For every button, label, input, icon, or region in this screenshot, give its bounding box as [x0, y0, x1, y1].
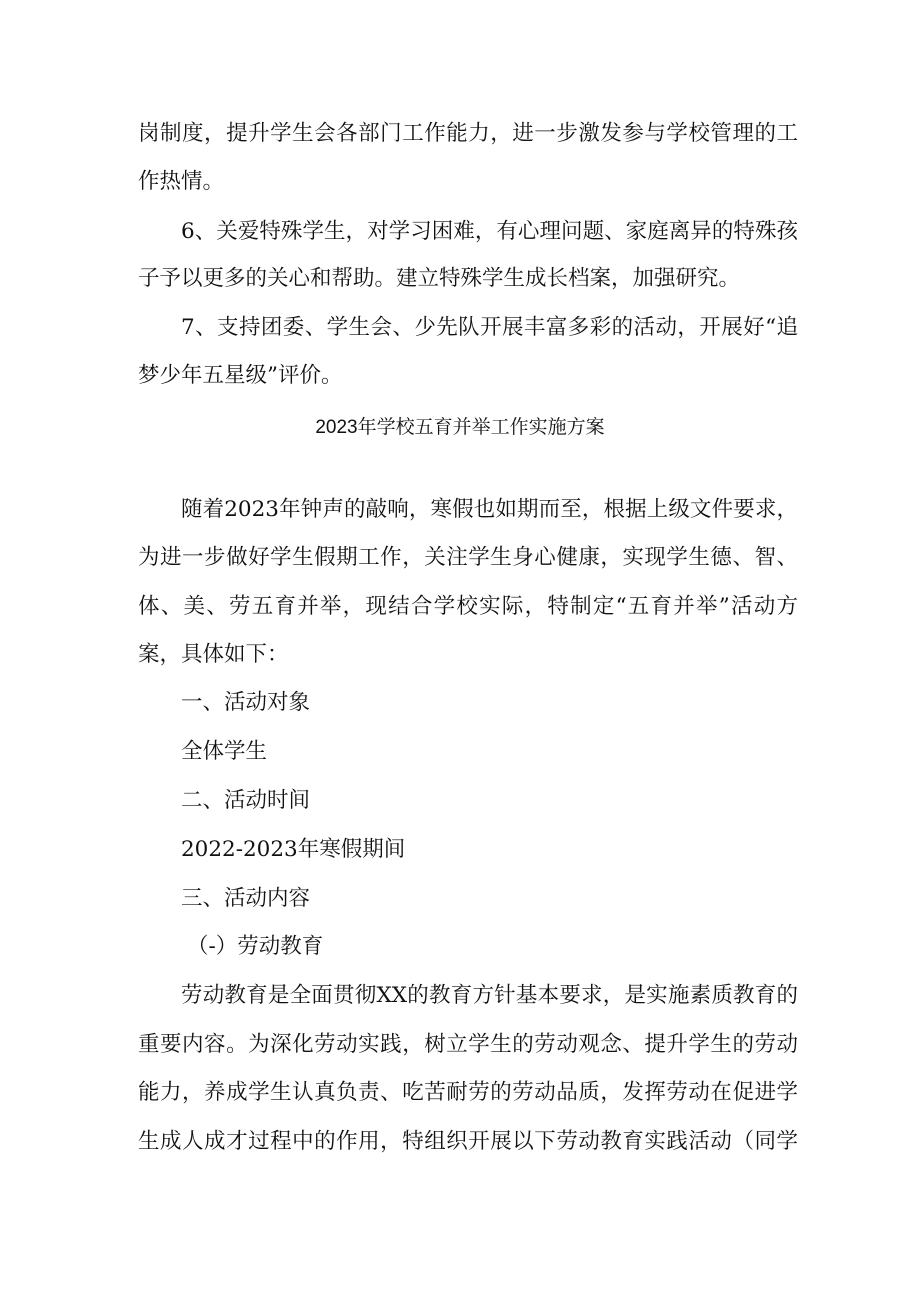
paragraph-line: 体、美、劳五育并举，现结合学校实际，特制定“五育并举”活动方	[138, 594, 798, 619]
paragraph-line: 生成人成才过程中的作用，特组织开展以下劳动教育实践活动（同学	[138, 1129, 798, 1154]
paragraph-line: 随着2023年钟声的敲响，寒假也如期而至，根据上级文件要求，	[181, 497, 798, 522]
paragraph-line: 为进一步做好学生假期工作，关注学生身心健康，实现学生德、智、	[138, 545, 798, 570]
paragraph-line: 岗制度，提升学生会各部门工作能力，进一步激发参与学校管理的工	[138, 121, 798, 146]
paragraph-line: 重要内容。为深化劳动实践，树立学生的劳动观念、提升学生的劳动	[138, 1032, 798, 1057]
paragraph-line: 梦少年五星级”评价。	[138, 363, 343, 388]
paragraph-line: 子予以更多的关心和帮助。建立特殊学生成长档案，加强研究。	[138, 266, 741, 291]
section-heading: 二、活动时间	[181, 788, 311, 813]
paragraph-line: 作热情。	[138, 169, 225, 194]
section-heading: 一、活动对象	[181, 690, 311, 715]
paragraph-line: 劳动教育是全面贯彻XX的教育方针基本要求，是实施素质教育的	[181, 983, 798, 1008]
paragraph-line: 能力，养成学生认真负责、吃苦耐劳的劳动品质，发挥劳动在促进学	[138, 1080, 798, 1105]
paragraph-line: 全体学生	[181, 739, 268, 764]
paragraph-line: 7、支持团委、学生会、少先队开展丰富多彩的活动，开展好“追	[181, 315, 798, 340]
section-title: 2023年学校五育并举工作实施方案	[315, 417, 605, 438]
subsection-heading: （-）劳动教育	[187, 934, 324, 959]
paragraph-line: 2022-2023年寒假期间	[181, 837, 406, 862]
section-heading: 三、活动内容	[181, 886, 311, 911]
paragraph-line: 6、关爱特殊学生，对学习困难，有心理问题、家庭离异的特殊孩	[181, 219, 798, 244]
paragraph-line: 案，具体如下：	[138, 642, 289, 667]
